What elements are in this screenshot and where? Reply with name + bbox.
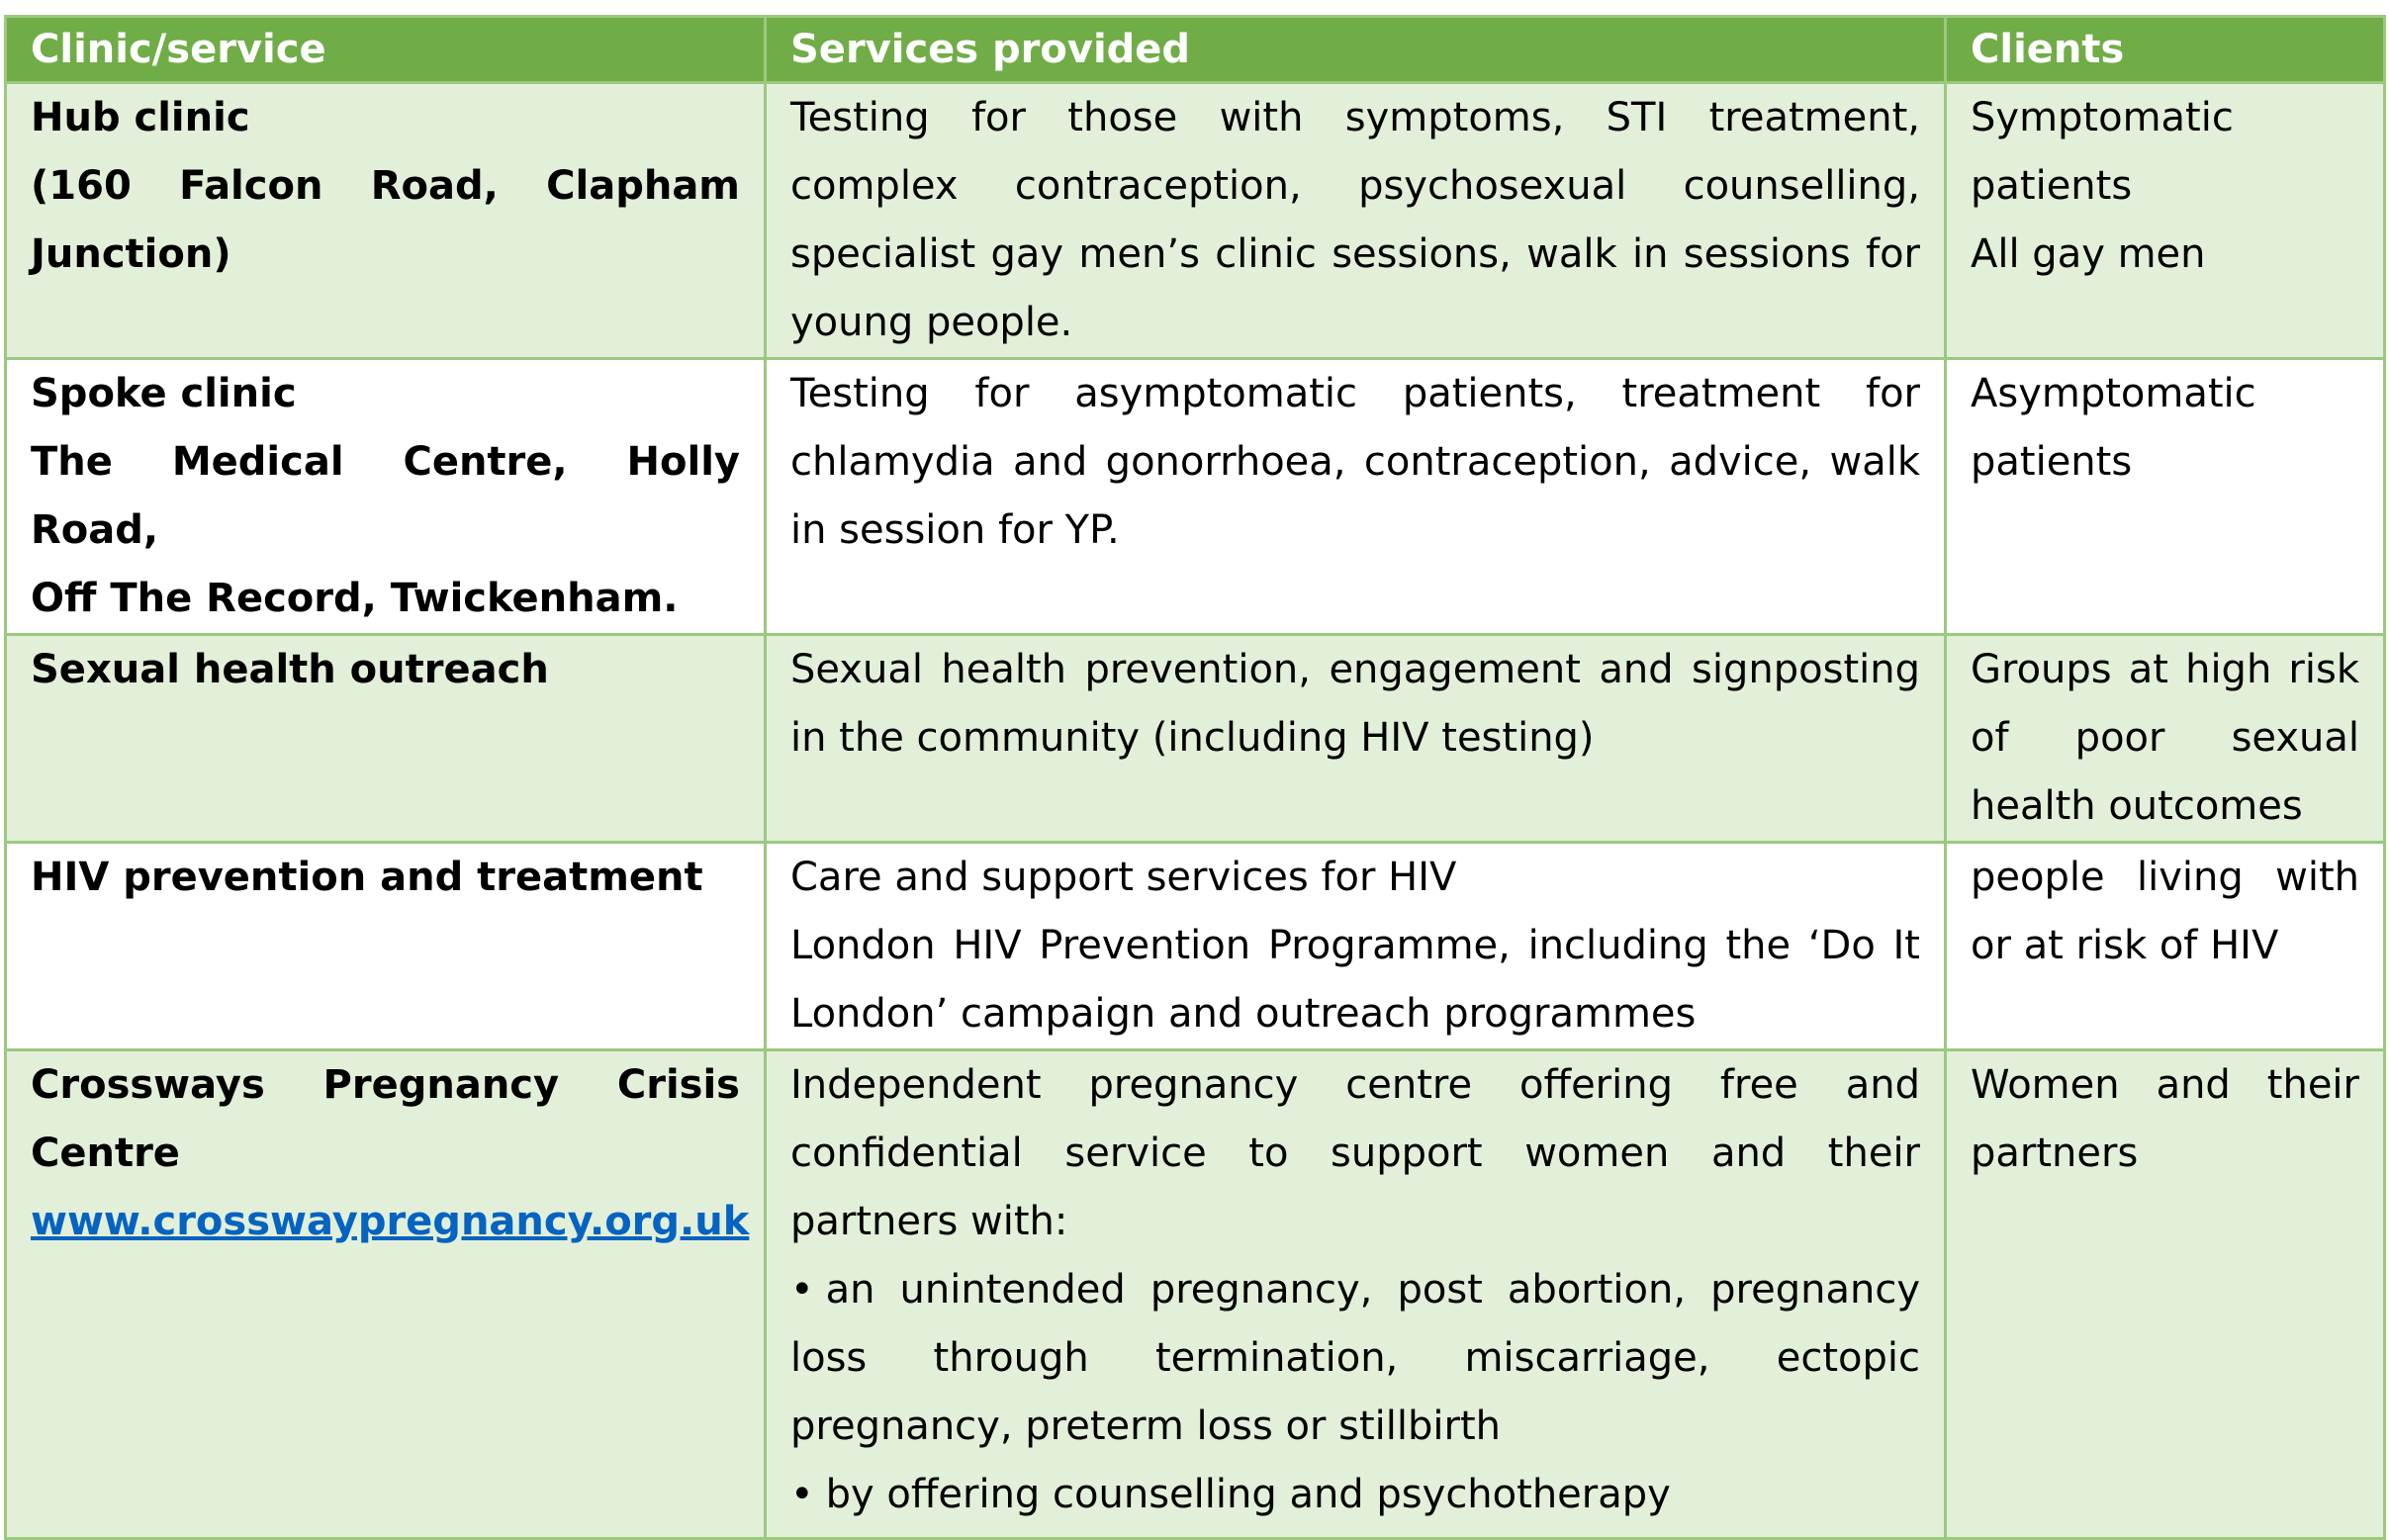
table-row-spoke-clinic: [6, 359, 2385, 635]
services-cell: [766, 843, 1946, 1050]
clinic-services-table: [4, 15, 2386, 1540]
services-cell: Testing for those with symptoms, STI treatment, complex contraception, psychosexual counselling, specialist gay men’s clinic sessions, walk in sessions for young people.: [766, 83, 1946, 359]
clinic-name-cell: [6, 83, 766, 359]
bullet-icon: •: [790, 1267, 814, 1313]
table-row-sexual-health-outreach: [6, 635, 2385, 843]
header-row: [6, 17, 2385, 83]
services-bullet-item: [790, 1256, 1920, 1461]
clients-line: Asymptomatic: [1971, 371, 2256, 416]
bullet-text: by offering counselling and psychotherapy: [825, 1472, 1671, 1517]
clinic-name-line: HIV prevention and treatment: [31, 855, 703, 900]
services-cell: Sexual health prevention, engagement and signposting in the community (including HIV testing): [766, 635, 1946, 843]
clinic-address-line: The Medical Centre, Holly Road,: [31, 439, 740, 553]
crossways-website-link[interactable]: www.crosswaypregnancy.org.uk: [31, 1199, 750, 1244]
table-row-hub-clinic: [6, 83, 2385, 359]
clinic-name-line: Spoke clinic: [31, 371, 297, 416]
clients-line: patients: [1971, 163, 2133, 209]
services-cell: [766, 1050, 1946, 1539]
bullet-icon: •: [790, 1472, 814, 1517]
services-line: London HIV Prevention Programme, including the ‘Do It London’ campaign and outreach programmes: [790, 923, 1920, 1037]
table-row-hiv-prevention: [6, 843, 2385, 1050]
services-line: Care and support services for HIV: [790, 855, 1457, 900]
clinic-name-line: Crossways Pregnancy Crisis Centre: [31, 1062, 740, 1176]
clients-line: Symptomatic: [1971, 95, 2234, 140]
table-row-crossways: [6, 1050, 2385, 1539]
services-intro: Independent pregnancy centre offering free and confidential service to support women and their partners with:: [790, 1062, 1920, 1244]
clients-cell: [1946, 83, 2385, 359]
clinic-name-cell: [6, 359, 766, 635]
clinic-address-line: Junction): [31, 231, 231, 277]
clinic-name-cell: [6, 843, 766, 1050]
clients-cell: Groups at high risk of poor sexual health outcomes: [1946, 635, 2385, 843]
clinic-address-line: (160 Falcon Road, Clapham: [31, 163, 740, 209]
clients-cell: people living with or at risk of HIV: [1946, 843, 2385, 1050]
clinic-name-line: Sexual health outreach: [31, 647, 549, 692]
header-services-provided: Services provided: [766, 17, 1946, 83]
header-clinic-service: Clinic/service: [6, 17, 766, 83]
bullet-text: an unintended pregnancy, post abortion, pregnancy loss through termination, miscarriage, ectopic pregnancy, preterm loss or stillbirth: [790, 1267, 1920, 1449]
services-bullet-item: [790, 1461, 1920, 1529]
clients-cell: [1946, 359, 2385, 635]
clients-line: patients: [1971, 439, 2133, 485]
services-cell: Testing for asymptomatic patients, treatment for chlamydia and gonorrhoea, contraception, advice, walk in session for YP.: [766, 359, 1946, 635]
clinic-name-line: Hub clinic: [31, 95, 250, 140]
clinic-address-line: Off The Record, Twickenham.: [31, 576, 679, 621]
clients-line: All gay men: [1971, 231, 2206, 277]
header-clients: Clients: [1946, 17, 2385, 83]
clients-cell: Women and their partners: [1946, 1050, 2385, 1539]
clinic-name-cell: [6, 1050, 766, 1539]
clinic-name-cell: [6, 635, 766, 843]
